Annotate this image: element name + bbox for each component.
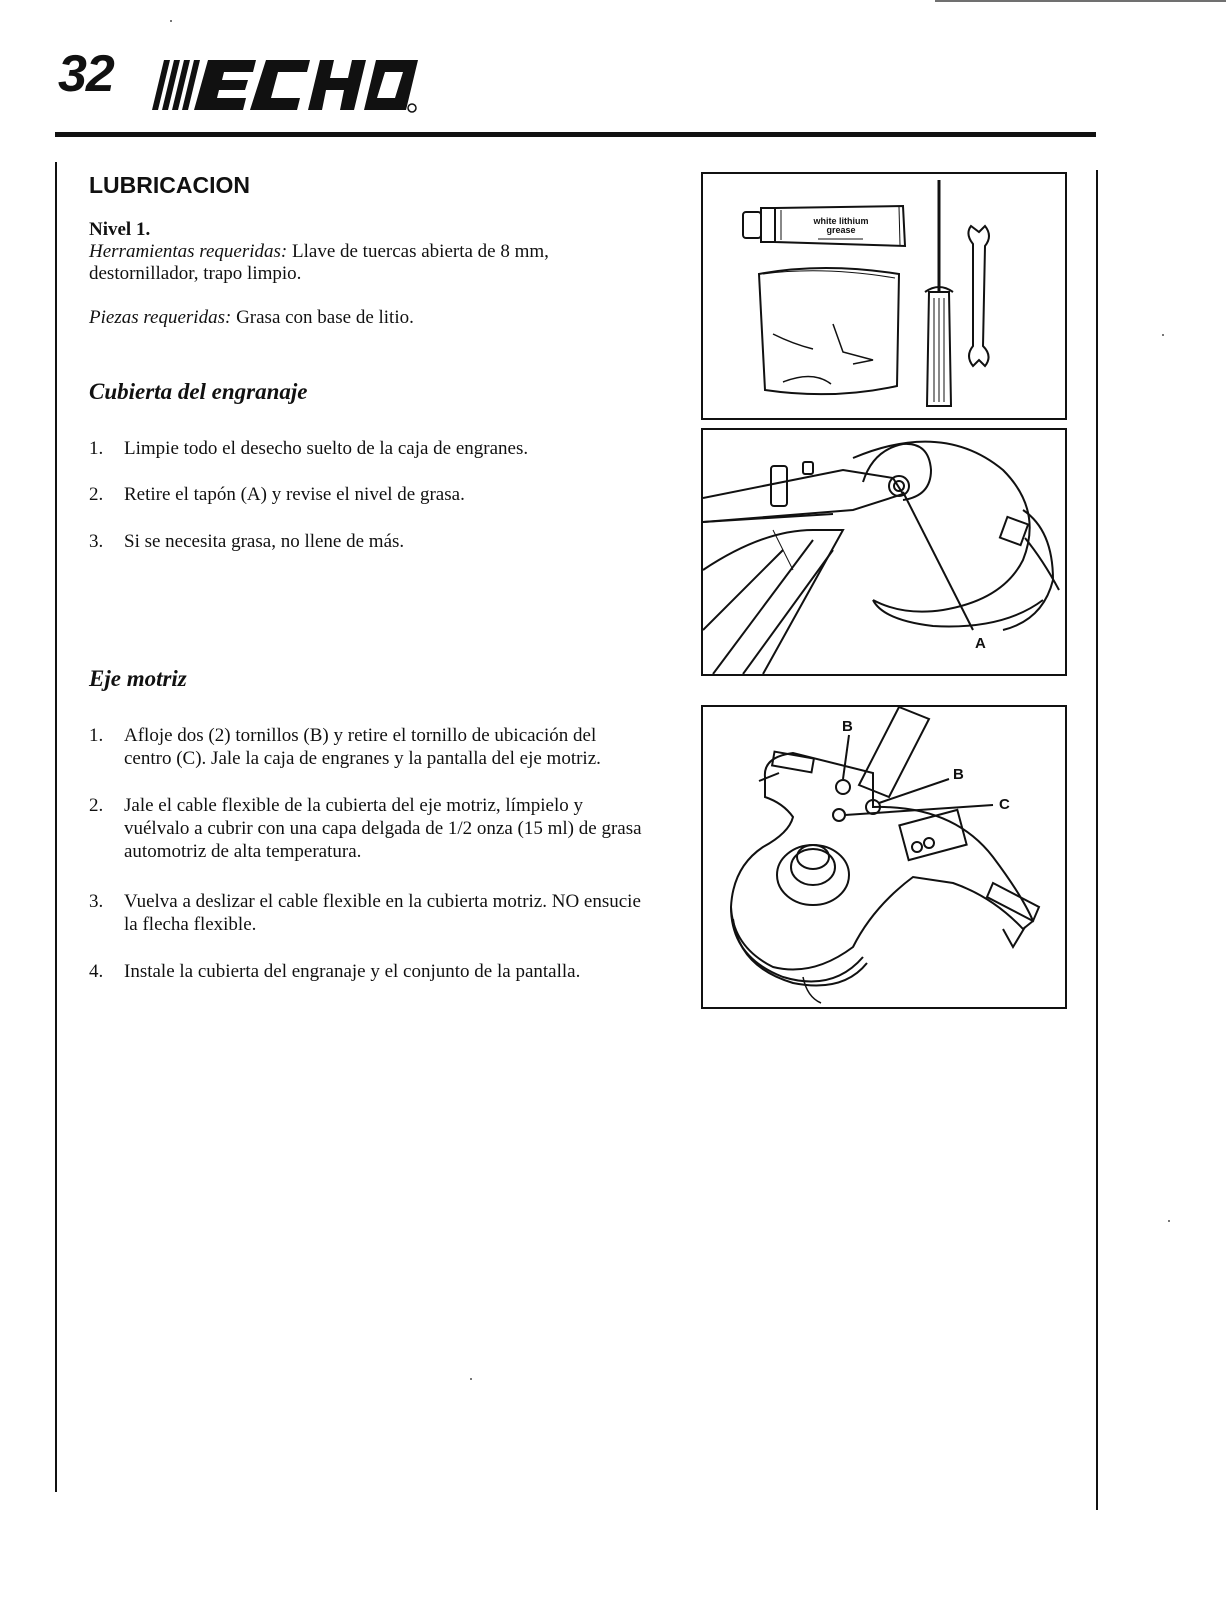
screwdriver-icon: [925, 180, 953, 406]
gear-cover-heading: Cubierta del engranaje: [89, 379, 308, 404]
rag-icon: [759, 268, 899, 394]
callout-b1: B: [842, 718, 853, 735]
tools-illustration: [701, 172, 1067, 420]
tools-text: Llave de tuercas abierta de 8 mm, destornillador, trapo limpio.: [89, 241, 549, 284]
step-number: 2.: [89, 484, 104, 505]
tools-label: Herramientas requeridas:: [89, 241, 288, 262]
step-number: 1.: [89, 725, 104, 746]
scan-speck: [470, 1378, 472, 1380]
drive-shaft-illustration: [701, 705, 1067, 1009]
tube-label-line1: white lithium: [813, 216, 869, 226]
gear-case-illustration: [701, 428, 1067, 676]
step-text: Instale la cubierta del engranaje y el conjunto de la pantalla.: [124, 961, 581, 982]
right-margin-bar: [1096, 170, 1098, 1510]
callout-b2: B: [953, 766, 964, 783]
step-text: Si se necesita grasa, no llene de más.: [124, 531, 405, 552]
parts-label: Piezas requeridas:: [89, 307, 232, 328]
step-text: Jale el cable flexible de la cubierta del eje motriz, límpielo y vuélvalo a cubrir con una capa delgada de 1/2 onza (15 ml) de grasa automotriz de alta temperatura.: [124, 795, 642, 862]
tools-required: [89, 241, 609, 285]
step-text: Retire el tapón (A) y revise el nivel de grasa.: [124, 484, 465, 505]
wrench-icon: [968, 226, 989, 366]
section-title: LUBRICACION: [89, 172, 250, 198]
step-text: Vuelva a deslizar el cable flexible en la cubierta motriz. NO ensucie la flecha flexible.: [124, 891, 641, 935]
scan-speck: [170, 20, 172, 22]
scan-speck: [1168, 1220, 1170, 1222]
step-number: 3.: [89, 891, 104, 912]
page-number: 32: [58, 45, 114, 103]
scan-speck: [1162, 334, 1164, 336]
step-text: Limpie todo el desecho suelto de la caja de engranes.: [124, 438, 529, 459]
callout-a: A: [975, 635, 986, 652]
drive-shaft-heading: Eje motriz: [89, 666, 187, 691]
echo-logo: [150, 56, 420, 121]
step-number: 4.: [89, 961, 104, 982]
callout-c: C: [999, 796, 1010, 813]
step-number: 3.: [89, 531, 104, 552]
step-number: 2.: [89, 795, 104, 816]
parts-required: [89, 307, 414, 329]
header-rule: [55, 132, 1096, 137]
step-text: Afloje dos (2) tornillos (B) y retire el tornillo de ubicación del centro (C). Jale la caja de engranes y la pantalla del eje motriz.: [124, 725, 601, 769]
left-margin-bar: [55, 162, 57, 1492]
screw-c: [833, 809, 845, 821]
screw-b1: [836, 780, 850, 794]
step-number: 1.: [89, 438, 104, 459]
top-rule: [935, 0, 1226, 2]
level-label: Nivel 1.: [89, 219, 151, 240]
grease-tube-icon: [743, 206, 905, 246]
parts-text: Grasa con base de litio.: [231, 307, 414, 328]
tube-label-line2: grease: [826, 225, 856, 235]
